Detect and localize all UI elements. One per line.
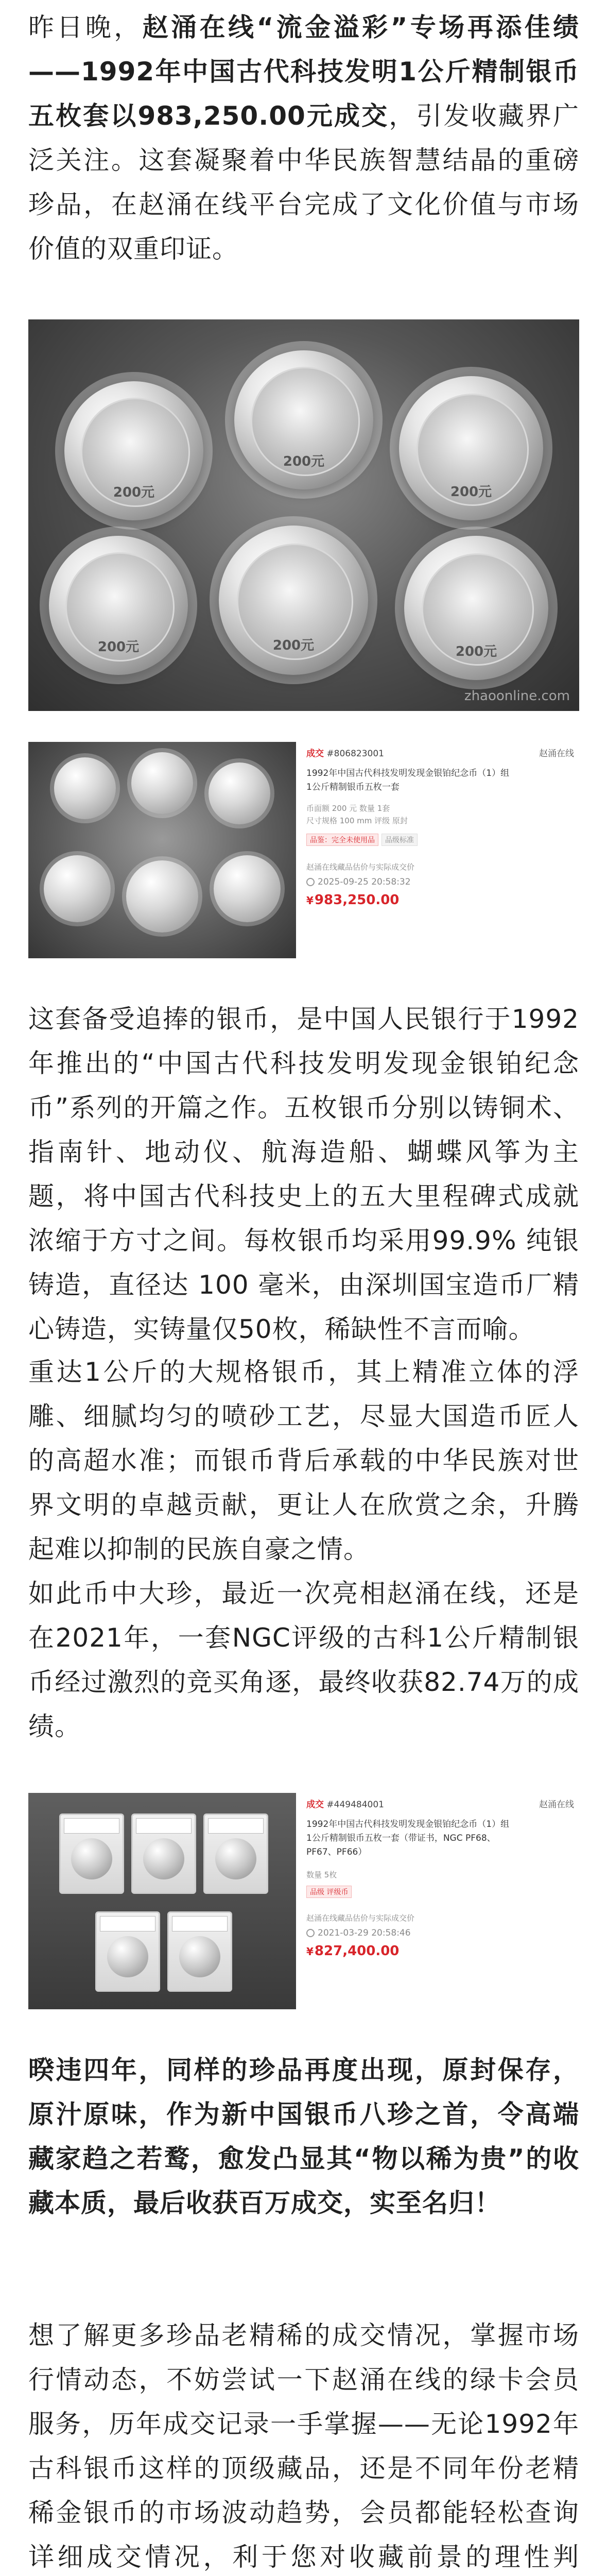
shop-name: 赵涌在线: [539, 749, 574, 759]
deal-price: 827,400.00: [314, 1943, 400, 1959]
lot-number: #806823001: [326, 749, 384, 759]
coin-sailing-ship: 200元: [404, 536, 548, 680]
coin-butterfly-kite: 200元: [49, 536, 188, 675]
deal-time: 2021-03-29 20:58:46: [318, 1928, 411, 1938]
coin-bronze-casting: 200元: [64, 381, 203, 520]
intro-lead: 昨日晚，: [28, 12, 143, 42]
coin-set-photo: [28, 319, 579, 711]
intro-rest: ，引发收藏界广泛关注。这套凝聚着中华民族智慧结晶的重磅珍品，在赵涌在线平台完成了文化价值与市场价值的双重印证。: [28, 101, 580, 264]
conclusion-paragraph: 暌违四年，同样的珍品再度出现，原封保存，原汁原味，作为新中国银币八珍之首，令高端藏家趋之若鹜，愈发凸显其“物以稀为贵”的收藏本质，最后收获百万成交，实至名归！: [28, 2055, 579, 2218]
rmb-icon: ¥: [306, 894, 314, 907]
auction-info: [306, 1793, 579, 2009]
intro-paragraph: [28, 5, 579, 271]
lot-number: #449484001: [326, 1800, 384, 1810]
membership-paragraph: 想了解更多珍品老精稀的成交情况，掌握市场行情动态，不妨尝试一下赵涌在线的绿卡会员服务，历年成交记录一手掌握——无论1992年古科银币这样的顶级藏品，还是不同年份老精稀金银币的市场波动趋势，会员都能轻松查询详细成交情况，利于您对收藏前景的理性判: [28, 2320, 579, 2572]
coin-ancient-tech: 200元: [219, 526, 368, 675]
previous-sale-paragraph: 如此币中大珍，最近一次亮相赵涌在线，还是在2021年，一套NGC评级的古科1公斤精制银币经过激烈的竞买角逐，最终收获82.74万的成绩。: [28, 1579, 579, 1741]
auction-result-card-2021[interactable]: [28, 1793, 579, 2009]
deal-label: 成交: [306, 1800, 324, 1810]
grade-badge: 品级 评级币: [306, 1886, 352, 1898]
lot-description: 1992年中国古代科技发明发现金银铂纪念币（1）组1公斤精制银币五枚一套: [306, 768, 510, 792]
deal-time: 2025-09-25 20:58:32: [318, 877, 411, 887]
clock-icon: [306, 878, 315, 886]
estimate-note: 赵涌在线藏品估价与实际成交价: [306, 862, 415, 872]
deal-price: 983,250.00: [314, 892, 400, 908]
lot-description: 1992年中国古代科技发明发现金银铂纪念币（1）组1公斤精制银币五枚一套（带证书，NGC PF68、PF67、PF66）: [306, 1819, 510, 1857]
lot-meta-1: 数量 5枚: [306, 1870, 337, 1879]
craft-paragraph: 重达1公斤的大规格银币，其上精准立体的浮雕、细腻均匀的喷砂工艺，尽显大国造币匠人的高超水准；而银币背后承载的中华民族对世界文明的卓越贡献，更让人在欣赏之余，升腾起难以抑制的民族自豪之情。: [28, 1357, 579, 1564]
ngc-slabs-thumbnail: [28, 1793, 296, 2009]
shop-name: 赵涌在线: [539, 1800, 574, 1810]
clock-icon: [306, 1929, 315, 1937]
grade-badge: 品鉴：完全未使用品: [306, 834, 378, 846]
lot-meta-2: 尺寸规格 100 mm 评级 原封: [306, 816, 408, 825]
rmb-icon: ¥: [306, 1945, 314, 1958]
watermark: zhaoonline.com: [464, 688, 570, 704]
intro-highlight: 赵涌在线“流金溢彩”专场再添佳绩——1992年中国古代科技发明1公斤精制银币五枚套以983,250.00元成交: [28, 12, 579, 131]
coin-seismograph: 200元: [399, 376, 543, 520]
grade-standard-badge: 品级标准: [381, 834, 418, 846]
history-paragraph: 这套备受追捧的银币，是中国人民银行于1992 年推出的“中国古代科技发明发现金银铂纪念币”系列的开篇之作。五枚银币分别以铸铜术、指南针、地动仪、航海造船、蝴蝶风筝为主题，将中国古代科技史上的五大里程碑式成就浓缩于方寸之间。每枚银币均采用99.9% 纯银铸造，直径达 100 毫米，由深圳国宝造币厂精心铸造，实铸量仅50枚，稀缺性不言而喻。: [28, 1004, 579, 1344]
auction-result-card-2025[interactable]: [28, 742, 579, 958]
estimate-note: 赵涌在线藏品估价与实际成交价: [306, 1913, 415, 1923]
deal-label: 成交: [306, 749, 324, 759]
coin-set-thumbnail: [28, 742, 296, 958]
auction-info: [306, 742, 579, 958]
coin-compass: 200元: [234, 350, 373, 489]
lot-meta-1: 币面额 200 元 数量 1套: [306, 804, 390, 813]
